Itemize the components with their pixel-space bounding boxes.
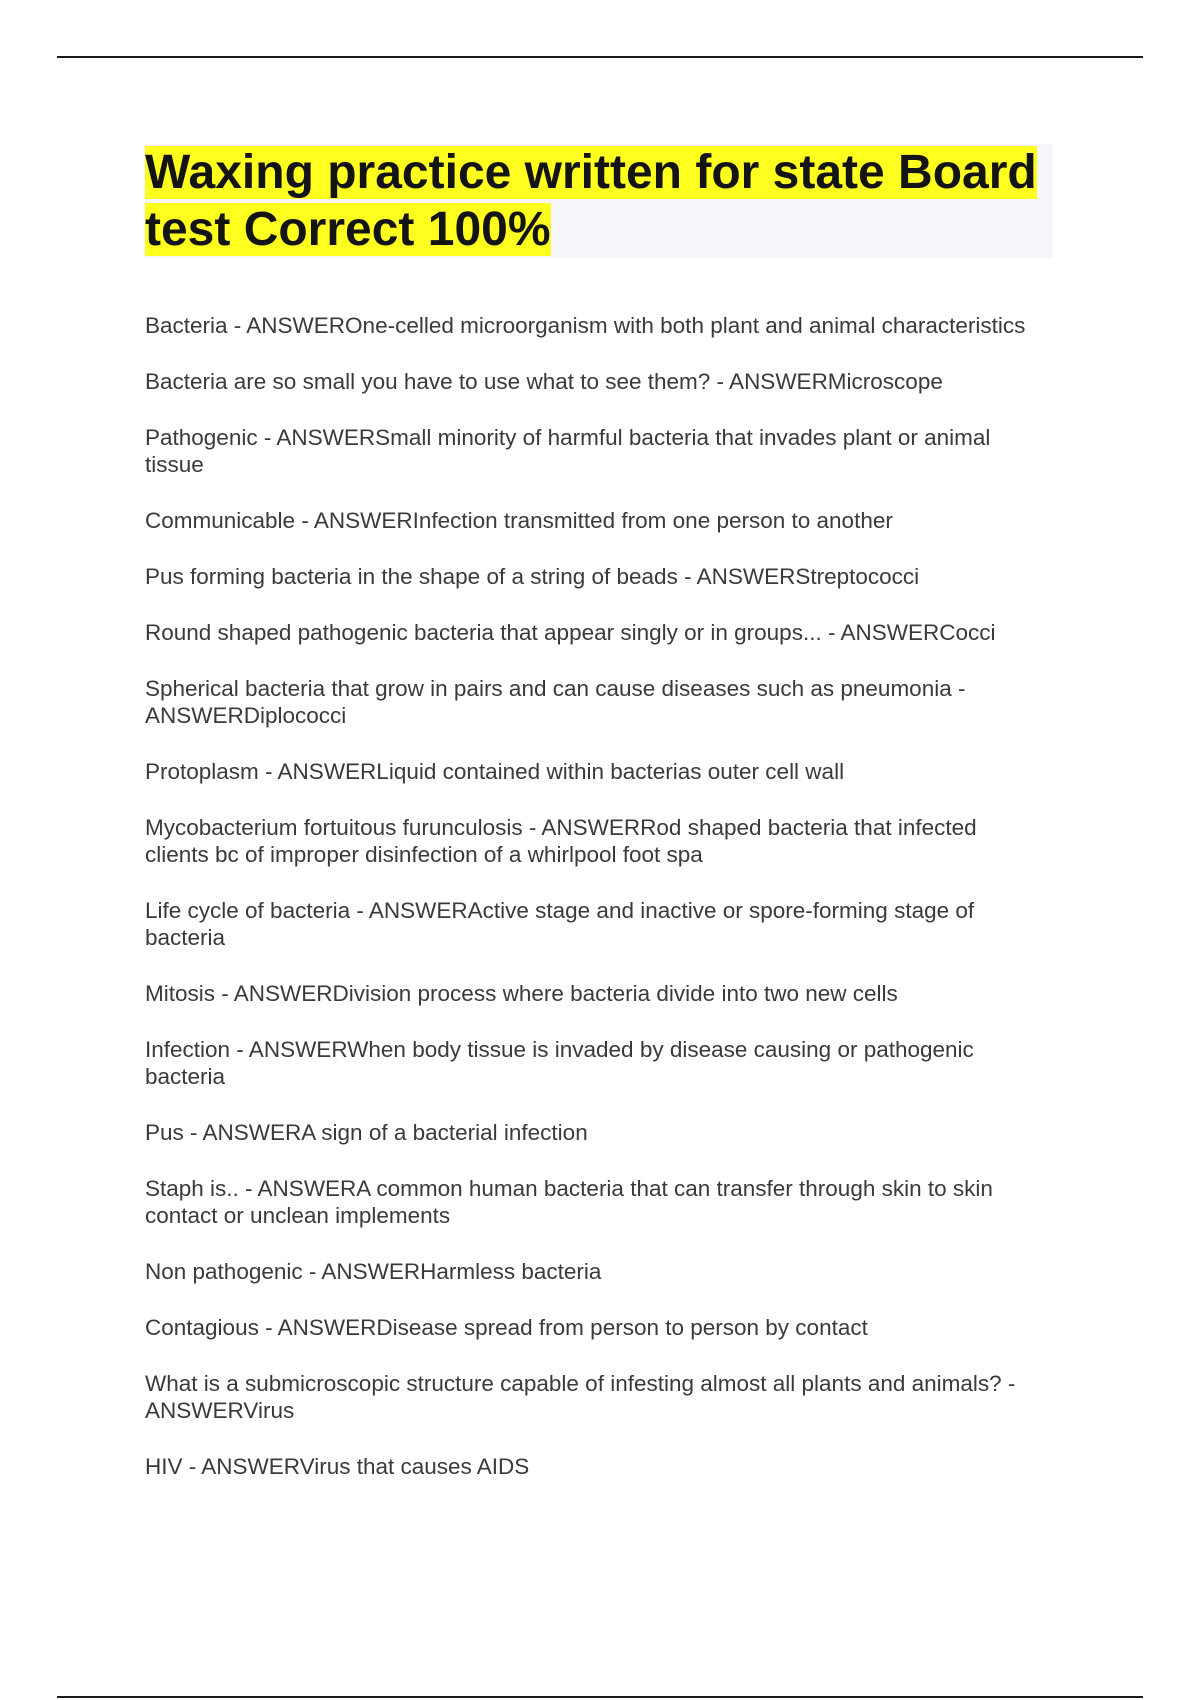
qa-item: Communicable - ANSWERInfection transmitted from one person to another	[145, 508, 893, 533]
qa-item: Pus - ANSWERA sign of a bacterial infection	[145, 1120, 588, 1145]
qa-item: Pathogenic - ANSWERSmall minority of harmful bacteria that invades plant or animal tissue	[145, 425, 991, 477]
qa-item: What is a submicroscopic structure capable of infesting almost all plants and animals? - ANSWERVirus	[145, 1371, 1016, 1423]
qa-item: Non pathogenic - ANSWERHarmless bacteria	[145, 1259, 602, 1284]
qa-item: Round shaped pathogenic bacteria that appear singly or in groups... - ANSWERCocci	[145, 620, 996, 645]
page-title	[145, 144, 1053, 258]
qa-item: Spherical bacteria that grow in pairs and can cause diseases such as pneumonia - ANSWERDiplococci	[145, 676, 966, 728]
qa-item: Contagious - ANSWERDisease spread from person to person by contact	[145, 1315, 868, 1340]
qa-item: Staph is.. - ANSWERA common human bacteria that can transfer through skin to skin contact or unclean implements	[145, 1176, 993, 1228]
qa-item: HIV - ANSWERVirus that causes AIDS	[145, 1454, 530, 1479]
qa-item: Infection - ANSWERWhen body tissue is invaded by disease causing or pathogenic bacteria	[145, 1037, 974, 1089]
qa-item: Protoplasm - ANSWERLiquid contained within bacterias outer cell wall	[145, 759, 845, 784]
qa-item: Bacteria - ANSWEROne-celled microorganism with both plant and animal characteristics	[145, 313, 1026, 338]
qa-list	[145, 312, 1045, 1509]
header-rule	[57, 56, 1143, 58]
qa-item: Life cycle of bacteria - ANSWERActive stage and inactive or spore-forming stage of bacteria	[145, 898, 975, 950]
qa-item: Bacteria are so small you have to use what to see them? - ANSWERMicroscope	[145, 369, 943, 394]
qa-item: Pus forming bacteria in the shape of a string of beads - ANSWERStreptococci	[145, 564, 920, 589]
title-block	[145, 144, 1053, 258]
qa-item: Mitosis - ANSWERDivision process where bacteria divide into two new cells	[145, 981, 898, 1006]
qa-item: Mycobacterium fortuitous furunculosis - ANSWERRod shaped bacteria that infected clients bc of improper disinfection of a whirlpool foot spa	[145, 815, 977, 867]
title-highlight: Waxing practice written for state Board test Correct 100%	[145, 146, 1037, 256]
footer-rule	[57, 1696, 1143, 1698]
